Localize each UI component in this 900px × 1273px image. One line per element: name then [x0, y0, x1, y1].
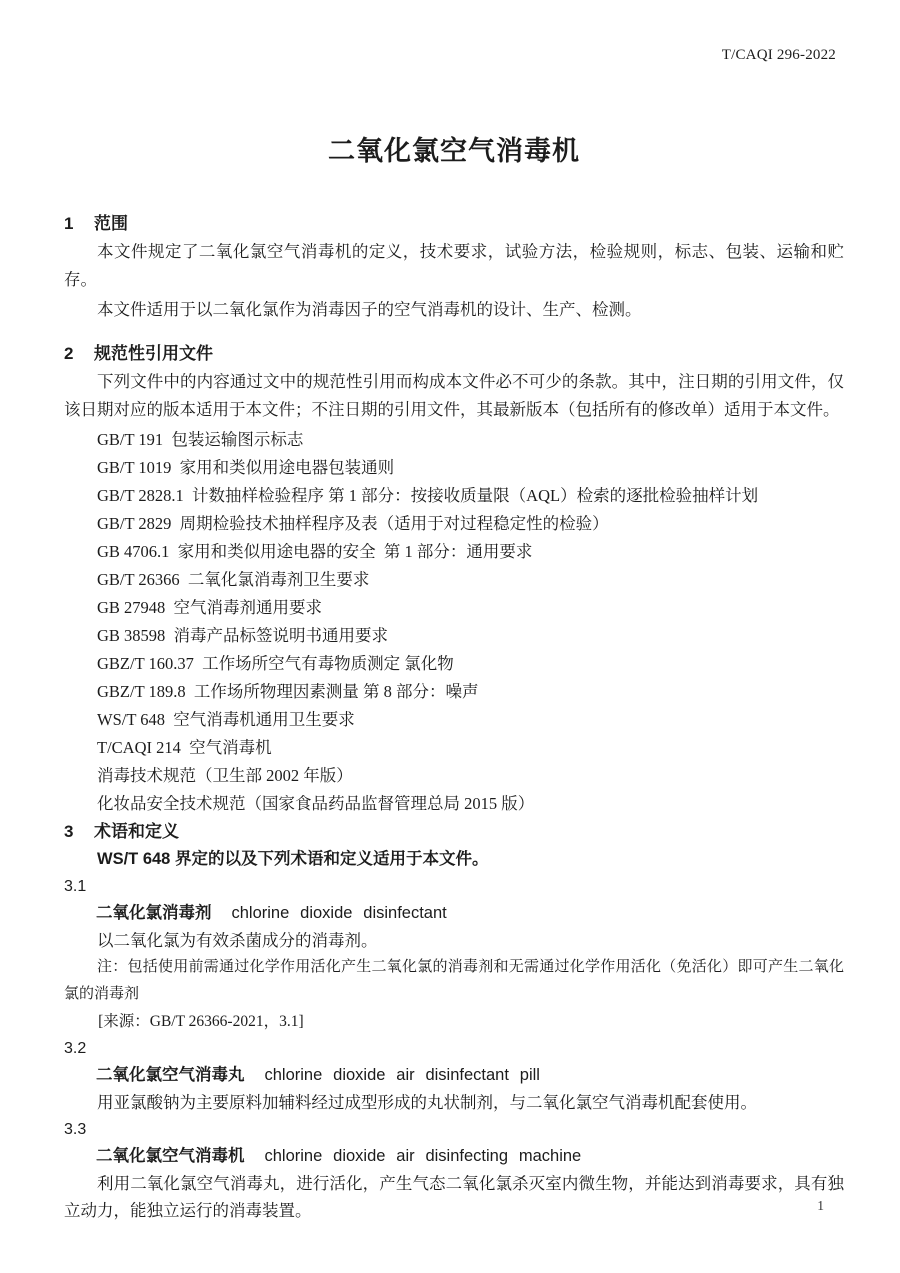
references-heading-label: 规范性引用文件 — [94, 344, 213, 363]
reference-item: GBZ/T 189.8 工作场所物理因素测量 第 8 部分：噪声 — [97, 682, 479, 701]
terms-heading-number: 3 — [64, 822, 74, 841]
references-heading-number: 2 — [64, 344, 74, 363]
section-terms-and-definitions — [64, 820, 844, 1224]
term-entry — [64, 873, 844, 1035]
term-definition: 以二氧化氯为有效杀菌成分的消毒剂。 — [97, 931, 378, 950]
term-title-line — [64, 1062, 844, 1089]
scope-heading-label: 范围 — [94, 214, 128, 233]
scope-paragraph: 本文件规定了二氧化氯空气消毒机的定义，技术要求，试验方法，检验规则，标志、包装、运输和贮存。 — [64, 242, 844, 289]
scope-heading — [64, 212, 844, 236]
section-scope — [64, 212, 844, 324]
reference-item: GBZ/T 160.37 工作场所空气有毒物质测定 氯化物 — [97, 654, 454, 673]
doc-number: T/CAQI 296-2022 — [721, 47, 836, 63]
term-source: [来源：GB/T 26366-2021，3.1] — [98, 1013, 304, 1030]
term-definition: 利用二氧化氯空气消毒丸，进行活化，产生气态二氧化氯杀灭室内微生物，并能达到消毒要求，具有独立动力，能独立运行的消毒装置。 — [64, 1174, 844, 1220]
term-name-english: chlorine dioxide air disinfectant pill — [264, 1066, 540, 1084]
page-number: 1 — [817, 1198, 824, 1213]
term-note: 注：包括使用前需通过化学作用活化产生二氧化氯的消毒剂和无需通过化学作用活化（免活化）即可产生二氧化氯的消毒剂 — [64, 959, 844, 1002]
term-title-line — [64, 900, 844, 927]
term-entry — [64, 1035, 844, 1116]
scope-paragraph: 本文件适用于以二氧化氯作为消毒因子的空气消毒机的设计、生产、检测。 — [97, 300, 642, 319]
term-name-chinese: 二氧化氯空气消毒机 — [96, 1147, 245, 1165]
reference-item: 化妆品安全技术规范（国家食品药品监督管理总局 2015 版） — [97, 794, 535, 813]
section-normative-references — [64, 342, 844, 818]
reference-item: GB/T 1019 家用和类似用途电器包装通则 — [97, 458, 395, 477]
reference-item: GB/T 26366 二氧化氯消毒剂卫生要求 — [97, 570, 370, 589]
reference-item: GB 27948 空气消毒剂通用要求 — [97, 598, 323, 617]
term-name-english: chlorine dioxide air disinfecting machine — [264, 1147, 582, 1165]
terms-heading-label: 术语和定义 — [94, 822, 179, 841]
page-title: 二氧化氯空气消毒机 — [328, 136, 580, 166]
term-name-chinese: 二氧化氯消毒剂 — [96, 904, 212, 922]
term-definition: 用亚氯酸钠为主要原料加辅料经过成型形成的丸状制剂，与二氧化氯空气消毒机配套使用。 — [97, 1093, 757, 1112]
terms-heading — [64, 820, 844, 844]
term-number: 3.2 — [64, 1040, 87, 1057]
term-number: 3.3 — [64, 1121, 87, 1138]
reference-item: WS/T 648 空气消毒机通用卫生要求 — [97, 710, 355, 729]
term-name-chinese: 二氧化氯空气消毒丸 — [96, 1066, 245, 1084]
terms-intro: WS/T 648 界定的以及下列术语和定义适用于本文件。 — [97, 850, 489, 868]
term-title-line — [64, 1143, 844, 1170]
term-entries — [64, 873, 844, 1224]
reference-item: GB/T 2828.1 计数抽样检验程序 第 1 部分：按接收质量限（AQL）检索的逐批检验抽样计划 — [97, 486, 759, 505]
references-heading — [64, 342, 844, 366]
reference-item: T/CAQI 214 空气消毒机 — [97, 738, 272, 757]
term-number: 3.1 — [64, 878, 87, 895]
reference-item: 消毒技术规范（卫生部 2002 年版） — [97, 766, 353, 785]
reference-list — [64, 426, 844, 818]
scope-heading-number: 1 — [64, 214, 74, 233]
reference-item: GB 38598 消毒产品标签说明书通用要求 — [97, 626, 389, 645]
reference-item: GB/T 2829 周期检验技术抽样程序及表（适用于对过程稳定性的检验） — [97, 514, 609, 533]
term-entry — [64, 1116, 844, 1224]
reference-item: GB 4706.1 家用和类似用途电器的安全 第 1 部分：通用要求 — [97, 542, 533, 561]
reference-item: GB/T 191 包装运输图示标志 — [97, 430, 304, 449]
references-intro: 下列文件中的内容通过文中的规范性引用而构成本文件必不可少的条款。其中，注日期的引用文件，仅该日期对应的版本适用于本文件；不注日期的引用文件，其最新版本（包括所有的修改单）适用于本文件。 — [64, 372, 844, 419]
term-name-english: chlorine dioxide disinfectant — [231, 904, 447, 922]
